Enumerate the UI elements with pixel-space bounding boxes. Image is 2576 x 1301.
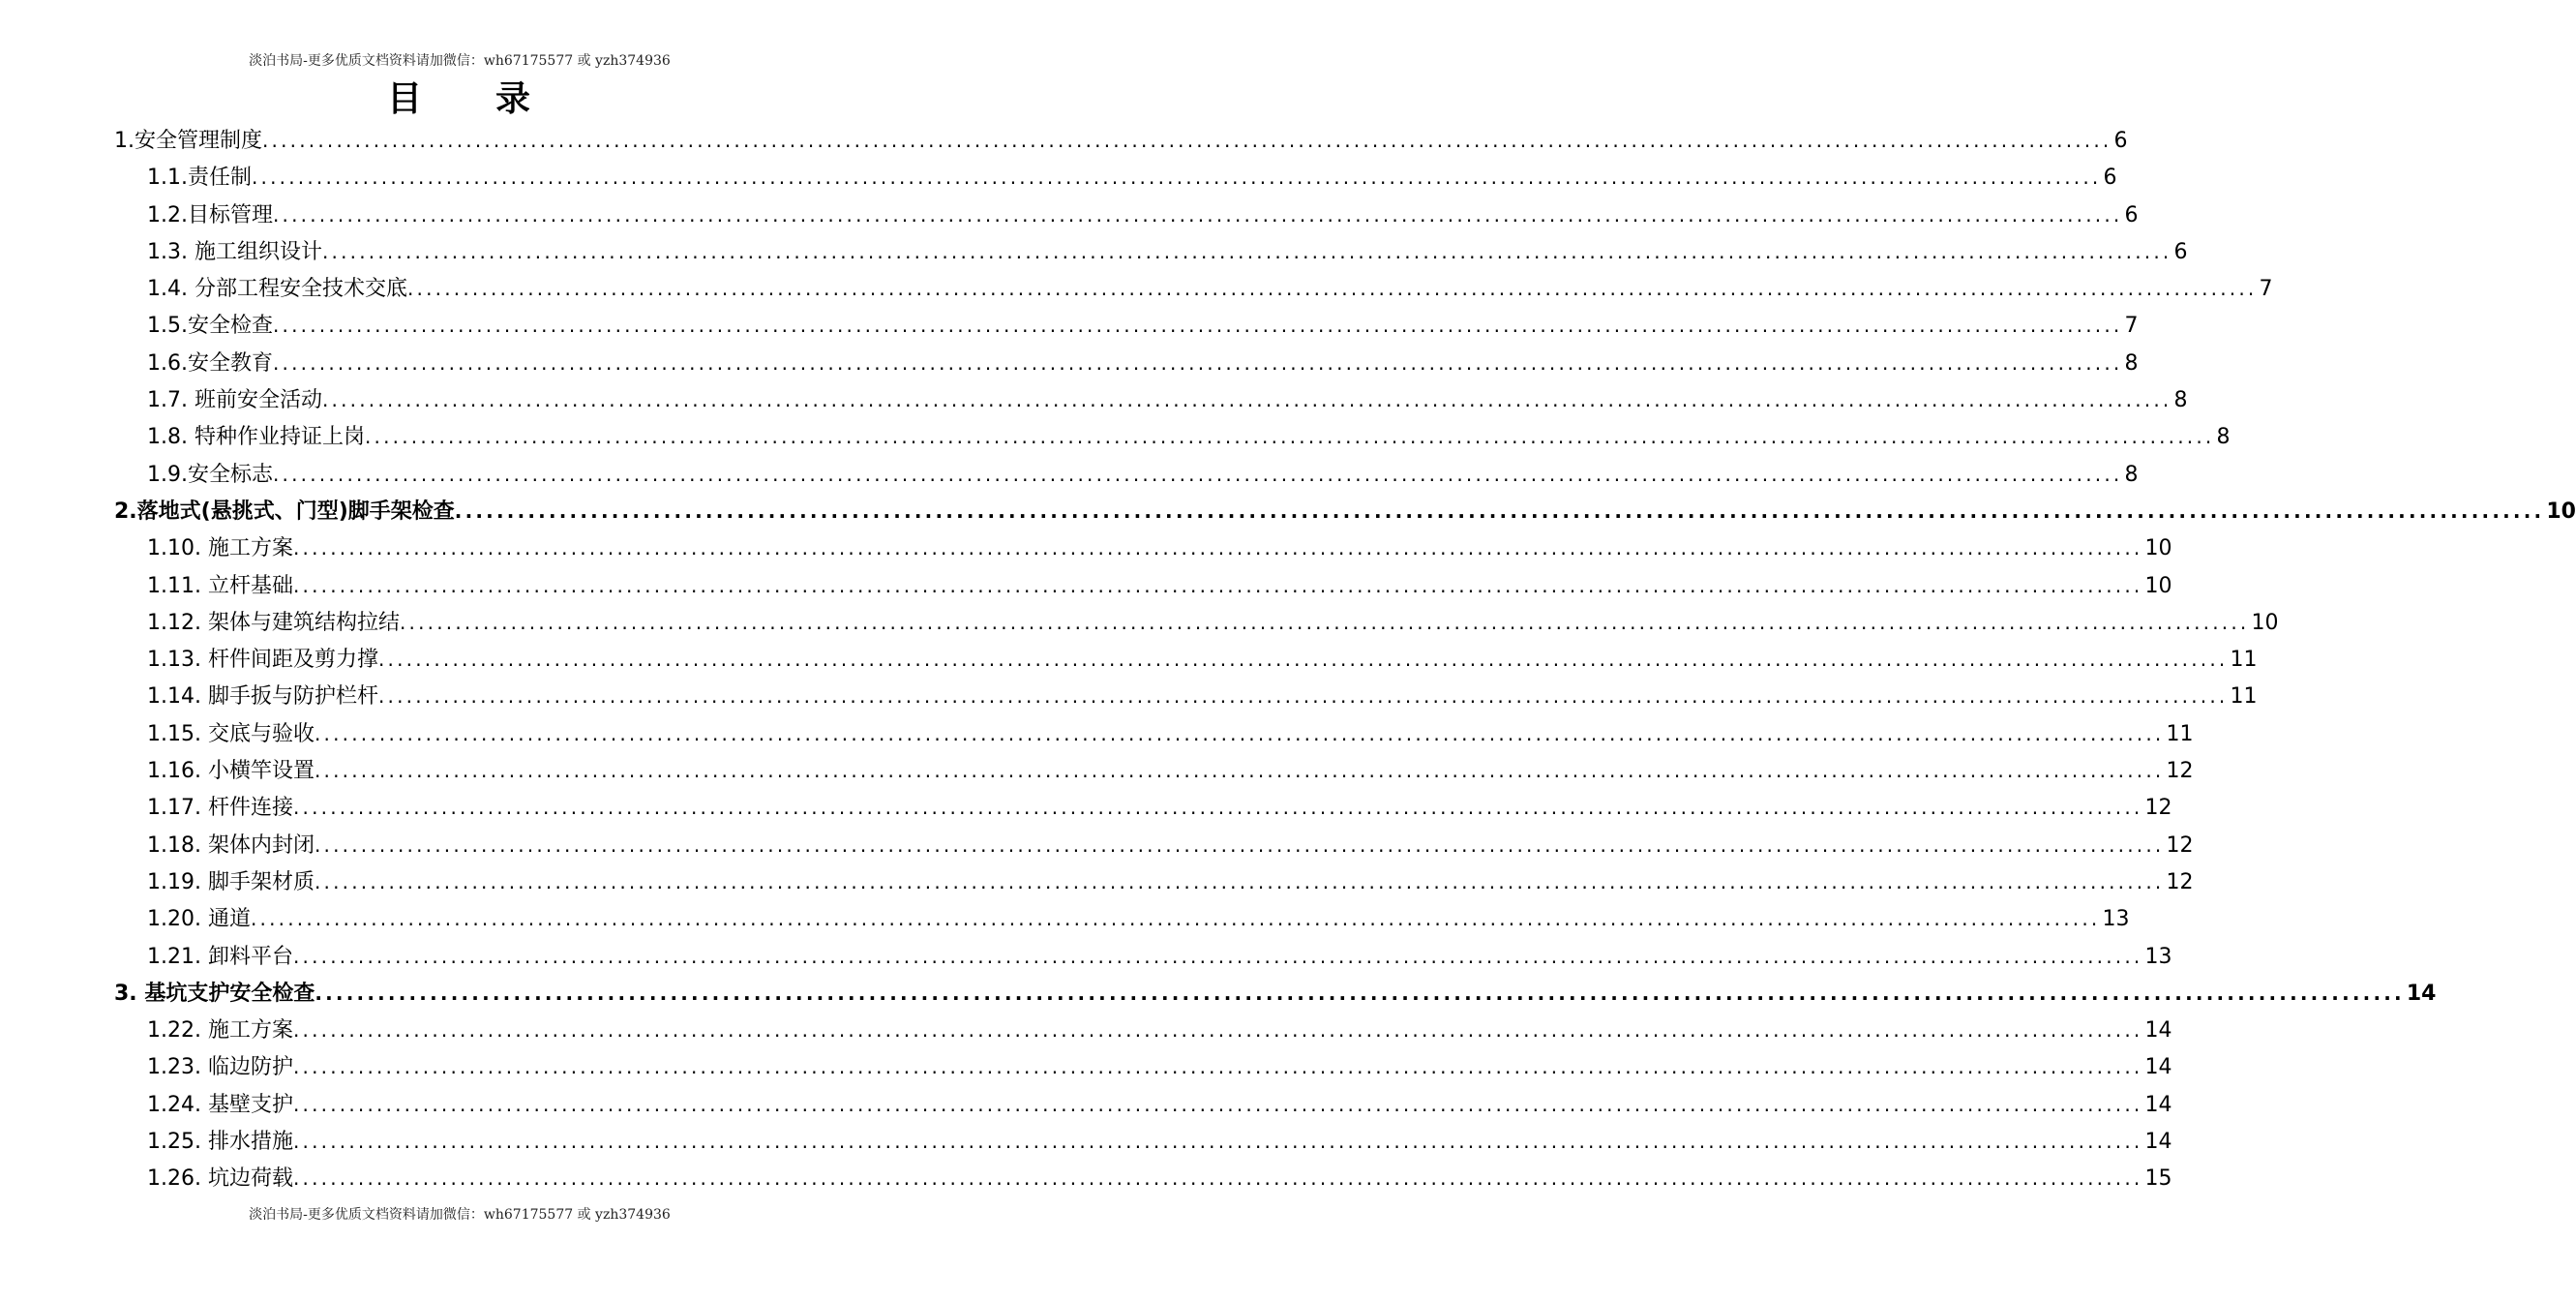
toc-dot-leader: ........................................................................................................................................................................................................ (292, 536, 2143, 560)
toc-entry-label: 1.1.责任制 (147, 166, 252, 191)
toc-entry[interactable] (114, 456, 2139, 493)
toc-dot-leader: ........................................................................................................................................................................................................ (292, 1130, 2143, 1154)
toc-entry-label: 1.25. 排水措施 (147, 1130, 293, 1155)
toc-entry-label: 2.落地式(悬挑式、门型)脚手架检查 (114, 499, 455, 524)
toc-entry-label: 1.9.安全标志 (147, 462, 273, 487)
toc-dot-leader: ........................................................................................................................................................................................................ (314, 869, 2165, 893)
watermark-footer: 淡泊书局-更多优质文档资料请加微信：wh67175577 或 yzh374936 (249, 1207, 671, 1223)
toc-dot-leader: ........................................................................................................................................................................................................ (292, 1018, 2143, 1043)
toc-dot-leader: ........................................................................................................................................................................................................ (377, 648, 2229, 672)
toc-entry[interactable] (114, 529, 2172, 566)
toc-entry[interactable] (114, 1123, 2172, 1160)
toc-entry[interactable] (114, 641, 2258, 678)
watermark-header: 淡泊书局-更多优质文档资料请加微信：wh67175577 或 yzh374936 (249, 53, 671, 69)
toc-entry-page: 12 (2166, 869, 2194, 894)
title-part-2: 录 (495, 79, 533, 119)
toc-entry-label: 1.14. 脚手扳与防护栏杆 (147, 684, 378, 710)
toc-dot-leader: ........................................................................................................................................................................................................ (406, 277, 2258, 301)
toc-dot-leader: ........................................................................................................................................................................................................ (292, 573, 2143, 597)
toc-entry-label: 1.22. 施工方案 (147, 1018, 293, 1044)
toc-entry-label: 1.13. 杆件间距及剪力撑 (147, 648, 378, 673)
toc-entry-page: 11 (2166, 721, 2194, 746)
toc-entry-label: 1.18. 架体内封闭 (147, 832, 315, 858)
toc-dot-leader: ........................................................................................................................................................................................................ (364, 425, 2215, 449)
toc-dot-leader: ........................................................................................................................................................................................................ (321, 239, 2172, 263)
toc-entry-page: 14 (2144, 1092, 2172, 1117)
toc-dot-leader: ........................................................................................................................................................................................................ (272, 462, 2123, 486)
page-title (0, 72, 919, 121)
toc-entry-label: 1.23. 临边防护 (147, 1055, 293, 1080)
toc-entry-page: 12 (2144, 796, 2172, 821)
toc-dot-leader: ........................................................................................................................................................................................................ (454, 499, 2545, 523)
toc-entry-page: 8 (2124, 462, 2139, 487)
toc-entry-label: 1.26. 坑边荷载 (147, 1166, 293, 1192)
toc-entry-label: 1.20. 通道 (147, 907, 251, 932)
toc-entry-label: 1.12. 架体与建筑结构拉结 (147, 610, 400, 635)
toc-entry[interactable] (114, 159, 2117, 196)
toc-entry-page: 11 (2230, 684, 2258, 710)
toc-entry-label: 1.24. 基壁支护 (147, 1092, 293, 1117)
toc-dot-leader: ........................................................................................................................................................................................................ (314, 759, 2165, 783)
toc-entry-page: 14 (2144, 1055, 2172, 1080)
toc-entry-page: 10 (2251, 610, 2279, 635)
toc-entry[interactable] (114, 678, 2258, 714)
toc-dot-leader: ........................................................................................................................................................................................................ (321, 388, 2172, 412)
toc-entry-page: 15 (2144, 1166, 2172, 1192)
toc-entry-page: 6 (2173, 239, 2188, 264)
toc-entry[interactable] (114, 270, 2273, 307)
toc-entry-page: 8 (2173, 388, 2188, 413)
toc-dot-leader: ........................................................................................................................................................................................................ (262, 129, 2112, 152)
toc-dot-leader: ........................................................................................................................................................................................................ (314, 721, 2165, 745)
toc-dot-leader: ........................................................................................................................................................................................................ (272, 202, 2123, 227)
toc-entry[interactable] (114, 493, 2576, 529)
toc-entry[interactable] (114, 863, 2194, 900)
toc-entry[interactable] (114, 827, 2194, 863)
toc-entry-label: 1.19. 脚手架材质 (147, 869, 315, 894)
toc-entry-label: 3. 基坑支护安全检查 (114, 981, 315, 1006)
toc-entry-label: 1.11. 立杆基础 (147, 573, 293, 598)
toc-entry[interactable] (114, 197, 2139, 233)
toc-entry[interactable] (114, 233, 2188, 270)
toc-entry-label: 1.21. 卸料平台 (147, 944, 293, 969)
table-of-contents (114, 122, 2576, 1197)
toc-dot-leader: ........................................................................................................................................................................................................ (292, 944, 2143, 968)
toc-entry[interactable] (114, 900, 2130, 937)
toc-dot-leader: ........................................................................................................................................................................................................ (292, 1166, 2143, 1191)
toc-entry-label: 1.16. 小横竿设置 (147, 759, 315, 784)
toc-entry-page: 8 (2216, 425, 2231, 450)
toc-dot-leader: ........................................................................................................................................................................................................ (272, 350, 2123, 375)
toc-dot-leader: ........................................................................................................................................................................................................ (314, 832, 2165, 857)
toc-entry-page: 14 (2144, 1018, 2172, 1044)
toc-entry[interactable] (114, 715, 2194, 752)
toc-entry-page: 12 (2166, 759, 2194, 784)
toc-dot-leader: ........................................................................................................................................................................................................ (292, 1055, 2143, 1079)
toc-entry-label: 1.6.安全教育 (147, 350, 273, 376)
toc-entry-page: 11 (2230, 648, 2258, 673)
toc-entry[interactable] (114, 381, 2188, 418)
toc-entry-page: 6 (2103, 166, 2117, 191)
toc-entry[interactable] (114, 307, 2139, 344)
toc-entry-label: 1.2.目标管理 (147, 202, 273, 227)
toc-entry-page: 7 (2124, 314, 2139, 339)
toc-entry[interactable] (114, 1012, 2172, 1048)
toc-entry-page: 10 (2546, 499, 2576, 524)
toc-entry-page: 13 (2102, 907, 2130, 932)
toc-entry-page: 13 (2144, 944, 2172, 969)
title-part-1: 目 (386, 79, 424, 119)
toc-entry-label: 1.15. 交底与验收 (147, 721, 315, 746)
toc-entry[interactable] (114, 1160, 2172, 1196)
toc-entry-page: 14 (2406, 981, 2437, 1006)
toc-entry-label: 1.10. 施工方案 (147, 536, 293, 561)
toc-entry-label: 1.4. 分部工程安全技术交底 (147, 277, 407, 302)
toc-entry-page: 10 (2144, 536, 2172, 561)
toc-dot-leader: ........................................................................................................................................................................................................ (315, 981, 2405, 1005)
toc-entry[interactable] (114, 345, 2139, 381)
toc-entry[interactable] (114, 604, 2279, 641)
toc-entry-page: 6 (2124, 202, 2139, 227)
toc-entry[interactable] (114, 1086, 2172, 1123)
toc-entry-label: 1.3. 施工组织设计 (147, 239, 322, 264)
toc-entry[interactable] (114, 975, 2437, 1012)
toc-entry[interactable] (114, 1048, 2172, 1085)
toc-entry[interactable] (114, 122, 2128, 159)
toc-entry-label: 1.安全管理制度 (114, 129, 262, 153)
toc-entry-page: 6 (2113, 129, 2128, 153)
toc-entry-page: 7 (2259, 277, 2273, 302)
toc-dot-leader: ........................................................................................................................................................................................................ (251, 166, 2102, 190)
toc-entry[interactable] (114, 789, 2172, 826)
toc-entry-label: 1.8. 特种作业持证上岗 (147, 425, 365, 450)
toc-dot-leader: ........................................................................................................................................................................................................ (399, 610, 2250, 634)
toc-entry[interactable] (114, 752, 2194, 789)
toc-entry[interactable] (114, 567, 2172, 604)
toc-dot-leader: ........................................................................................................................................................................................................ (272, 314, 2123, 338)
toc-entry-page: 8 (2124, 350, 2139, 376)
toc-entry[interactable] (114, 418, 2231, 455)
toc-entry[interactable] (114, 938, 2172, 975)
toc-entry-page: 10 (2144, 573, 2172, 598)
toc-dot-leader: ........................................................................................................................................................................................................ (292, 1092, 2143, 1116)
toc-entry-page: 14 (2144, 1130, 2172, 1155)
toc-entry-page: 12 (2166, 832, 2194, 858)
toc-entry-label: 1.17. 杆件连接 (147, 796, 293, 821)
toc-entry-label: 1.7. 班前安全活动 (147, 388, 322, 413)
toc-dot-leader: ........................................................................................................................................................................................................ (250, 907, 2101, 931)
toc-dot-leader: ........................................................................................................................................................................................................ (377, 684, 2229, 709)
toc-dot-leader: ........................................................................................................................................................................................................ (292, 796, 2143, 820)
toc-entry-label: 1.5.安全检查 (147, 314, 273, 339)
